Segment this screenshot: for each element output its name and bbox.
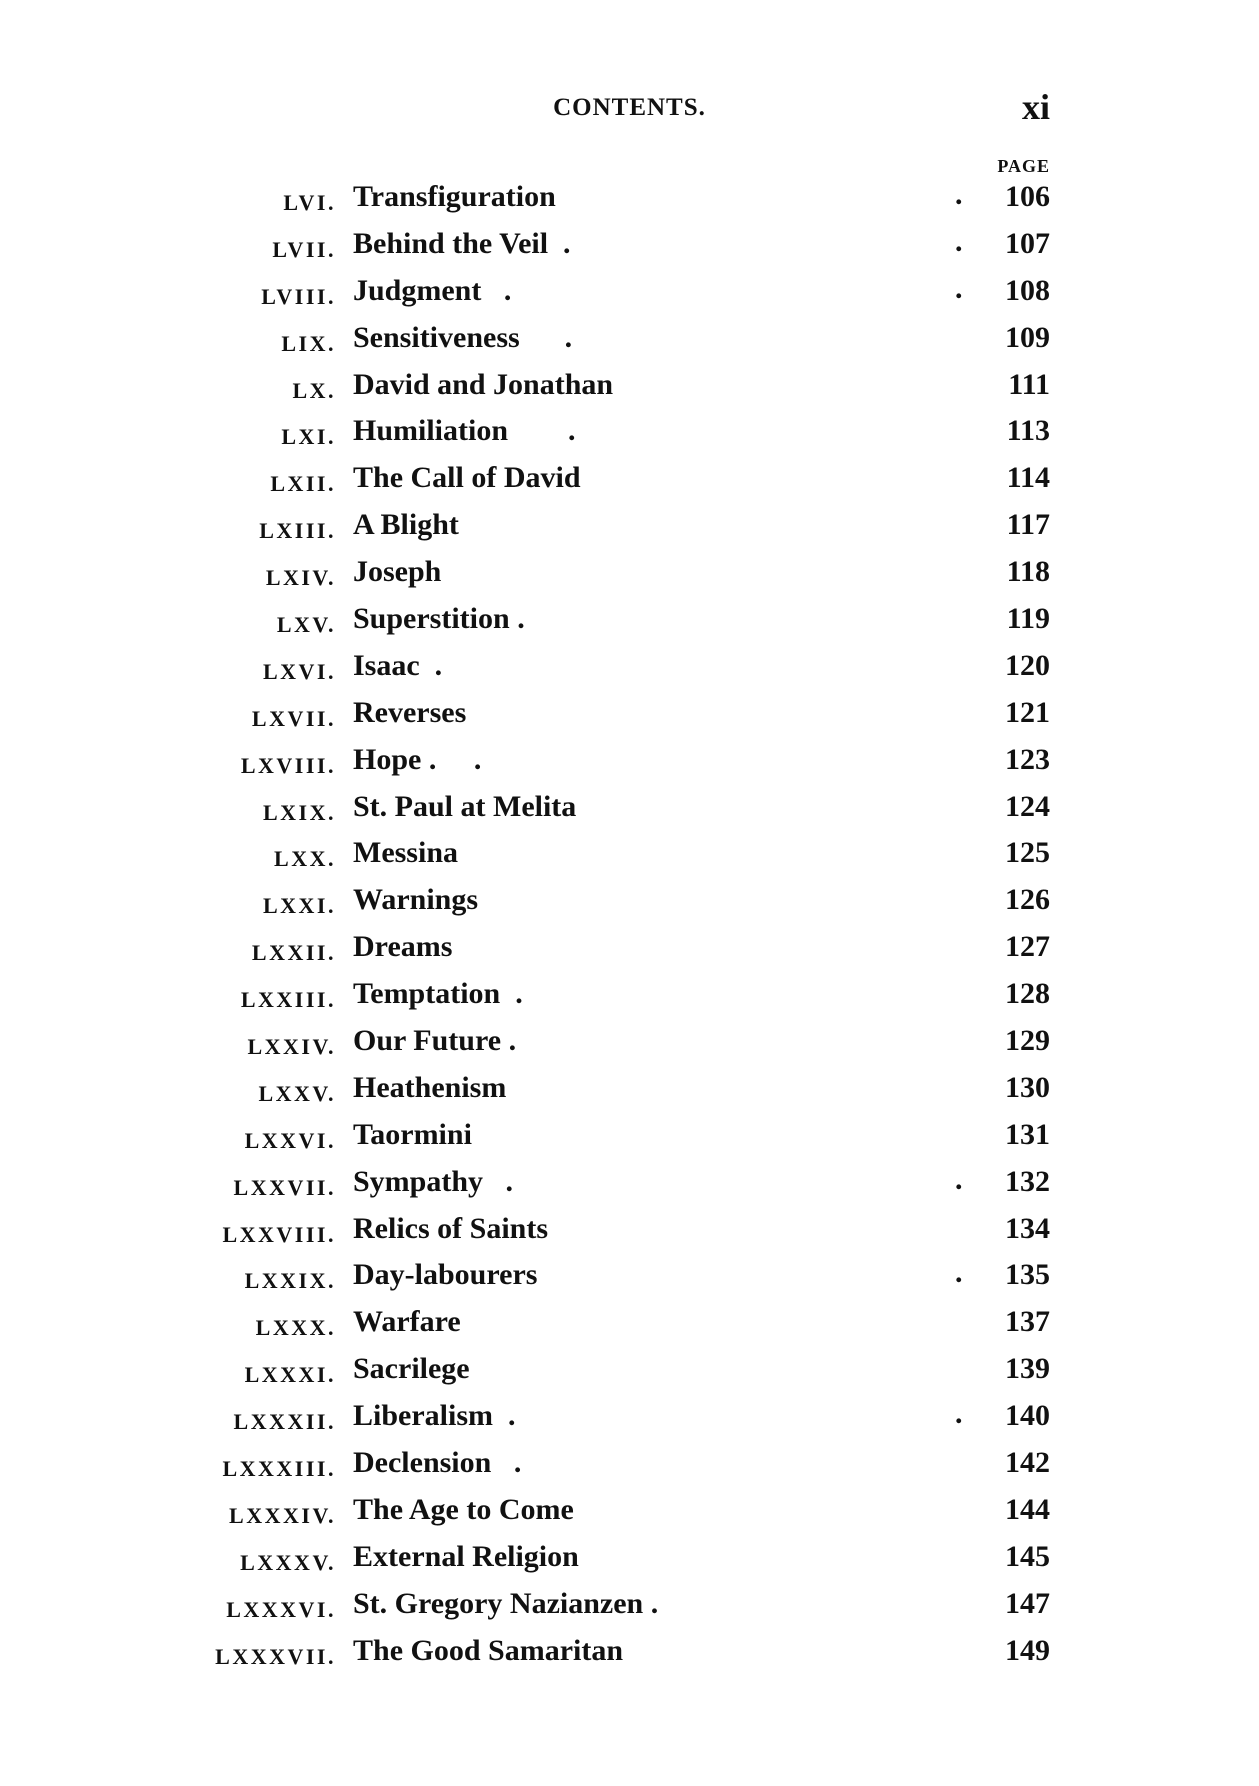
contents-entry: [0, 926, 1259, 973]
chapter-numeral: LXXIII.: [240, 987, 336, 1013]
leader-dot: .: [955, 1256, 963, 1290]
contents-entry: [0, 1583, 1259, 1630]
contents-entry: [0, 692, 1259, 739]
chapter-page-number: 113: [1006, 414, 1050, 448]
chapter-page-number: 114: [1006, 461, 1050, 495]
contents-entry: [0, 176, 1259, 223]
contents-entry: [0, 223, 1259, 270]
chapter-numeral: LVIII.: [261, 283, 336, 309]
chapter-numeral: LIX.: [281, 330, 336, 356]
chapter-page-number: 134: [1005, 1211, 1050, 1245]
chapter-numeral: LVI.: [283, 190, 336, 215]
chapter-page-number: 142: [1005, 1446, 1050, 1480]
contents-entry: [0, 1067, 1259, 1114]
contents-entry: [0, 598, 1259, 645]
chapter-numeral: LXXVII.: [233, 1174, 336, 1200]
chapter-numeral: LXXIX.: [244, 1268, 336, 1294]
chapter-page-number: 126: [1005, 883, 1050, 917]
chapter-title: Superstition .: [353, 602, 525, 636]
chapter-page-number: 147: [1005, 1586, 1050, 1620]
chapter-numeral: LXIII.: [259, 518, 336, 544]
chapter-page-number: 130: [1005, 1070, 1050, 1104]
chapter-page-number: 129: [1005, 1024, 1050, 1058]
chapter-numeral: LXXII.: [251, 940, 336, 966]
chapter-page-number: 132: [1005, 1164, 1050, 1198]
chapter-numeral: LXII.: [270, 471, 336, 497]
chapter-numeral: LXXVI.: [244, 1127, 336, 1153]
chapter-title: Messina: [353, 836, 458, 870]
chapter-title: Judgment .: [353, 273, 512, 307]
chapter-numeral: LXXXI.: [244, 1362, 336, 1388]
chapter-page-number: 124: [1005, 789, 1050, 823]
chapter-numeral: LXV.: [276, 612, 336, 638]
chapter-title: Heathenism: [353, 1070, 507, 1104]
chapter-page-number: 120: [1005, 648, 1050, 682]
page-number: xi: [1021, 87, 1050, 127]
chapter-numeral: LXX.: [274, 846, 336, 872]
leader-dot: .: [955, 224, 963, 258]
contents-entry: [0, 973, 1259, 1020]
contents-entry: [0, 879, 1259, 926]
chapter-numeral: LXXXVI.: [226, 1596, 336, 1622]
chapter-page-number: 144: [1005, 1492, 1050, 1526]
chapter-numeral: LXXIV.: [247, 1034, 336, 1060]
contents-entry: [0, 457, 1259, 504]
chapter-title: Warnings: [353, 883, 479, 917]
chapter-numeral: LXXV.: [258, 1080, 336, 1106]
chapter-title: Day-labourers: [353, 1258, 538, 1292]
contents-entry: [0, 1161, 1259, 1208]
chapter-page-number: 109: [1005, 320, 1050, 354]
contents-entry: [0, 786, 1259, 833]
chapter-numeral: LXVII.: [251, 705, 336, 731]
chapter-page-number: 121: [1005, 695, 1050, 729]
chapter-page-number: 131: [1005, 1117, 1050, 1151]
chapter-title: Relics of Saints: [353, 1211, 548, 1245]
chapter-page-number: 118: [1006, 555, 1050, 589]
chapter-numeral: LXVIII.: [240, 752, 336, 778]
chapter-title: Humiliation .: [353, 414, 576, 448]
chapter-numeral: LXXX.: [255, 1315, 336, 1341]
chapter-title: Transfiguration: [353, 180, 556, 213]
chapter-page-number: 145: [1005, 1539, 1050, 1573]
chapter-title: Warfare: [353, 1305, 461, 1339]
page-column-label: PAGE: [997, 156, 1050, 176]
chapter-numeral: LXIX.: [262, 799, 336, 825]
chapter-page-number: 123: [1005, 742, 1050, 776]
chapter-numeral: LXXVIII.: [222, 1221, 336, 1247]
chapter-title: The Call of David: [353, 461, 581, 495]
chapter-title: St. Paul at Melita: [353, 789, 577, 823]
chapter-page-number: 137: [1005, 1305, 1050, 1339]
contents-entry: [0, 1489, 1259, 1536]
chapter-page-number: 128: [1005, 977, 1050, 1011]
contents-entry: [0, 270, 1259, 317]
contents-entry: [0, 832, 1259, 879]
contents-entry: [0, 1395, 1259, 1442]
chapter-title: The Good Samaritan: [353, 1633, 624, 1667]
chapter-title: David and Jonathan: [353, 367, 614, 401]
contents-entry: [0, 1630, 1259, 1677]
chapter-title: The Age to Come: [353, 1492, 574, 1526]
chapter-numeral: LXXXIV.: [229, 1502, 336, 1528]
chapter-numeral: LXXI.: [262, 893, 336, 919]
chapter-title: Our Future .: [353, 1024, 517, 1058]
chapter-numeral: LXIV.: [265, 565, 336, 591]
contents-entry: [0, 317, 1259, 364]
chapter-page-number: 106: [1005, 180, 1050, 213]
chapter-numeral: LXXXII.: [233, 1409, 336, 1435]
contents-entry: [0, 1208, 1259, 1255]
chapter-page-number: 125: [1005, 836, 1050, 870]
chapter-title: Reverses: [353, 695, 467, 729]
chapter-page-number: 119: [1006, 602, 1050, 636]
chapter-page-number: 149: [1005, 1633, 1050, 1667]
chapter-title: Temptation .: [353, 977, 523, 1011]
chapter-title: Isaac .: [353, 648, 443, 682]
chapter-page-number: 117: [1006, 508, 1050, 542]
chapter-page-number: 108: [1005, 273, 1050, 307]
leader-dot: .: [955, 1162, 963, 1196]
contents-entry: [0, 410, 1259, 457]
leader-dot: .: [955, 271, 963, 305]
contents-entry: [0, 739, 1259, 786]
chapter-title: Hope . .: [353, 742, 482, 776]
chapter-page-number: 140: [1005, 1399, 1050, 1433]
chapter-title: Joseph: [353, 555, 442, 589]
chapter-title: St. Gregory Nazianzen .: [353, 1586, 659, 1620]
chapter-title: A Blight: [353, 508, 459, 542]
chapter-numeral: LXXXVII.: [215, 1643, 336, 1669]
contents-entry: [0, 1020, 1259, 1067]
chapter-numeral: LVII.: [272, 236, 336, 262]
contents-entry: [0, 364, 1259, 411]
contents-entry: [0, 551, 1259, 598]
leader-dot: .: [955, 178, 963, 211]
contents-list: [0, 176, 1259, 1677]
chapter-page-number: 127: [1005, 930, 1050, 964]
contents-entry: [0, 1536, 1259, 1583]
chapter-title: Behind the Veil .: [353, 226, 571, 260]
chapter-title: Dreams: [353, 930, 453, 964]
chapter-numeral: LX.: [292, 377, 336, 403]
contents-entry: [0, 1254, 1259, 1301]
chapter-page-number: 111: [1008, 367, 1050, 401]
contents-entry: [0, 645, 1259, 692]
running-head-title: CONTENTS.: [553, 94, 706, 121]
contents-entry: [0, 504, 1259, 551]
chapter-page-number: 139: [1005, 1352, 1050, 1386]
chapter-numeral: LXXXV.: [240, 1549, 336, 1575]
chapter-numeral: LXI.: [281, 424, 336, 450]
chapter-title: Declension .: [353, 1446, 522, 1480]
chapter-title: Sympathy .: [353, 1164, 514, 1198]
chapter-page-number: 135: [1005, 1258, 1050, 1292]
contents-entry: [0, 1442, 1259, 1489]
chapter-numeral: LXVI.: [262, 658, 336, 684]
chapter-numeral: LXXXIII.: [222, 1456, 336, 1482]
contents-entry: [0, 1348, 1259, 1395]
chapter-title: External Religion: [353, 1539, 579, 1573]
chapter-title: Taormini: [353, 1117, 472, 1151]
chapter-title: Sacrilege: [353, 1352, 470, 1386]
chapter-title: Liberalism .: [353, 1399, 516, 1433]
contents-entry: [0, 1114, 1259, 1161]
chapter-page-number: 107: [1005, 226, 1050, 260]
contents-entry: [0, 1301, 1259, 1348]
leader-dot: .: [955, 1397, 963, 1431]
chapter-title: Sensitiveness .: [353, 320, 573, 354]
